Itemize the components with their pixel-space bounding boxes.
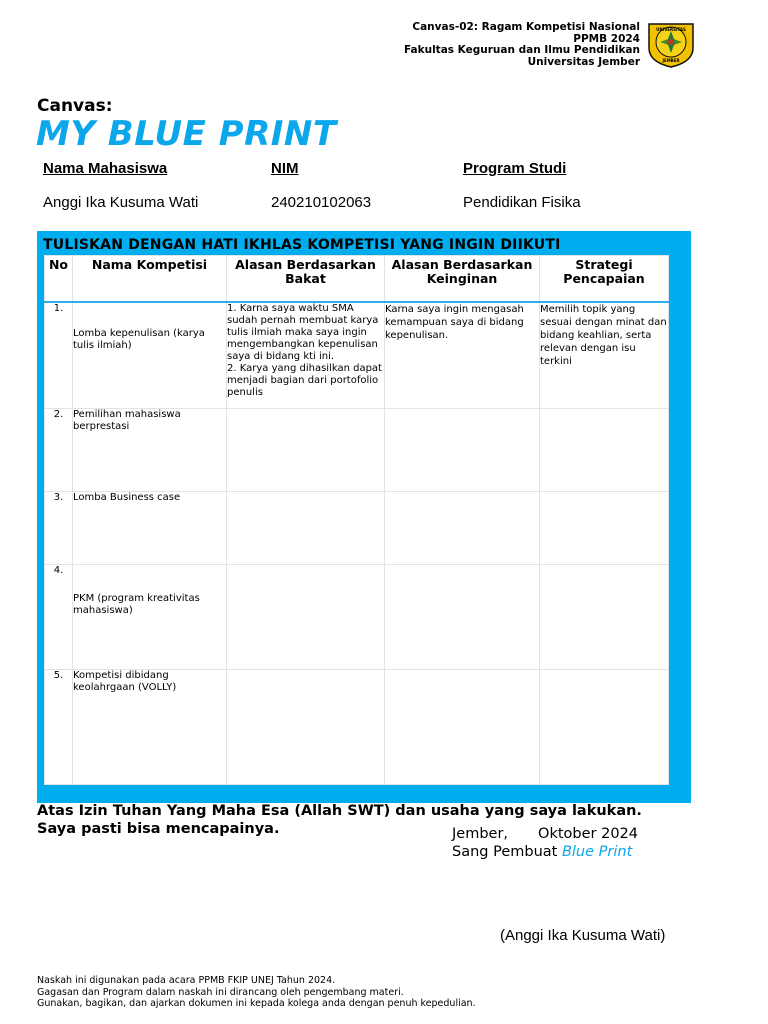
closing-line-2: Saya pasti bisa mencapainya. [37,821,280,837]
maker-prefix: Sang Pembuat [452,844,558,860]
footer-line-1: Naskah ini digunakan pada acara PPMB FKIP UNEJ Tahun 2024. [37,975,336,986]
talent-reason: 1. Karna saya waktu SMA sudah pernah membuat karya tulis ilmiah maka saya ingin mengembangkan kepenulisan saya di bidang kti ini. 2. Karya yang dihasilkan dapat menjadi bagian dari portofolio penulis [227,302,385,409]
strategy: Memilih topik yang sesuai dengan minat dan bidang keahlian, serta relevan dengan isu terkini [540,302,669,409]
desire-reason [385,670,540,785]
desire-reason [385,492,540,565]
header-line-3: Fakultas Keguruan dan Ilmu Pendidikan [403,44,640,56]
date-block [452,825,638,861]
table-row [45,302,669,409]
competition-name: PKM (program kreativitas mahasiswa) [73,565,227,670]
student-name-label: Nama Mahasiswa [43,160,168,177]
talent-reason [227,670,385,785]
document-header [404,22,640,68]
row-number: 2. [45,409,73,492]
talent-reason [227,409,385,492]
desire-reason [385,409,540,492]
header-line-2: PPMB 2024 [573,32,640,45]
competition-name: Lomba kepenulisan (karya tulis ilmiah) [73,302,227,409]
talent-reason [227,565,385,670]
strategy [540,409,669,492]
competition-name: Lomba Business case [73,492,227,565]
table-row [45,409,669,492]
footer-line-3: Gunakan, bagikan, dan ajarkan dokumen ini kepada kolega anda dengan penuh kepedulian. [37,998,476,1009]
date-month-year: Oktober 2024 [538,826,638,842]
competition-name: Pemilihan mahasiswa berprestasi [73,409,227,492]
program-label: Program Studi [463,160,567,177]
competition-panel-heading: TULISKAN DENGAN HATI IKHLAS KOMPETISI YANG INGIN DIIKUTI [43,237,561,253]
competition-table [44,255,669,785]
column-header-desire-reason: Alasan Berdasarkan Keinginan [385,256,540,302]
column-header-no: No [45,256,73,302]
student-name-value: Anggi Ika Kusuma Wati [43,194,199,211]
table-row [45,492,669,565]
closing-line-1: Atas Izin Tuhan Yang Maha Esa (Allah SWT) dan usaha yang saya lakukan. [37,803,642,819]
date-city: Jember, [452,826,509,842]
logo-text-bottom: JEMBER [662,58,680,63]
header-line-1: Canvas-02: Ragam Kompetisi Nasional [412,21,640,33]
table-row [45,565,669,670]
university-logo-icon [645,22,697,68]
canvas-label: Canvas: [37,96,113,116]
strategy [540,565,669,670]
nim-label: NIM [271,160,299,177]
row-number: 1. [45,302,73,409]
column-header-talent-reason: Alasan Berdasarkan Bakat [227,256,385,302]
footer-line-2: Gagasan dan Program dalam naskah ini dirancang oleh pengembang materi. [37,986,404,998]
talent-reason [227,492,385,565]
page-title: MY BLUE PRINT [36,114,337,154]
header-line-4: Universitas Jember [527,55,640,68]
nim-value: 240210102063 [271,194,372,211]
strategy [540,492,669,565]
strategy [540,670,669,785]
column-header-competition: Nama Kompetisi [73,256,227,302]
row-number: 5. [45,670,73,785]
desire-reason: Karna saya ingin mengasah kemampuan saya di bidang kepenulisan. [385,302,540,409]
footer-notes [37,975,476,1010]
desire-reason [385,565,540,670]
logo-text-top: UNIVERSITAS [656,27,686,32]
program-value: Pendidikan Fisika [463,194,581,211]
row-number: 4. [45,565,73,670]
maker-emphasis: Blue Print [561,844,633,860]
table-row [45,670,669,785]
competition-name: Kompetisi dibidang keolahrgaan (VOLLY) [73,670,227,785]
column-header-strategy: Strategi Pencapaian [540,256,669,302]
signature-name: (Anggi Ika Kusuma Wati) [500,927,666,944]
row-number: 3. [45,492,73,565]
